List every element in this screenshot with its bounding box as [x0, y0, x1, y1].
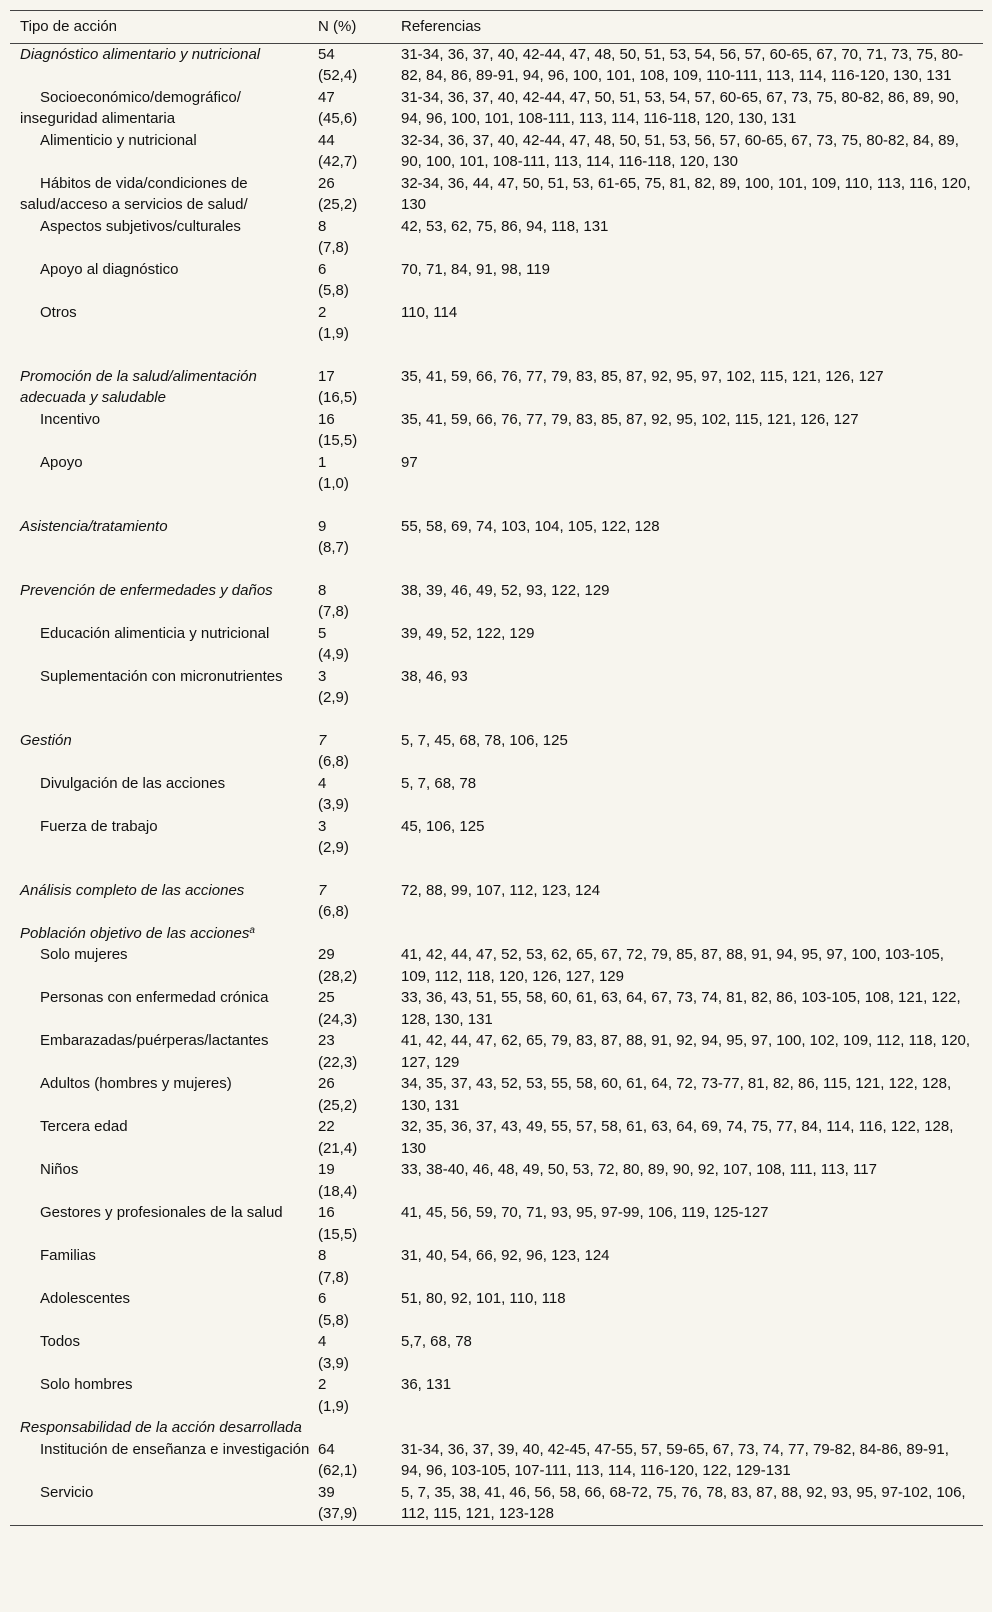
action-label: Divulgación de las acciones: [40, 774, 226, 792]
count-value: 26: [318, 1075, 335, 1092]
action-label: Hábitos de vida/condiciones de salud/acceso a servicios de salud/: [20, 174, 248, 213]
table-row: [10, 623, 983, 666]
cell-n-pct: [318, 452, 401, 495]
cell-tipo-de-accion: [10, 1439, 318, 1482]
action-label: Responsabilidad de la acción desarrollada: [20, 1419, 302, 1436]
count-value: 5: [318, 624, 327, 642]
references-text: 32-34, 36, 37, 40, 42-44, 47, 48, 50, 51, 53, 56, 57, 60-65, 67, 73, 75, 80-82, 84, 89, 90, 100, 101, 108-111, 113, 114, 116-118, 120, 130: [401, 131, 959, 170]
table-row: [10, 302, 983, 345]
table-body: [10, 43, 983, 1525]
spacer-cell: [10, 859, 983, 880]
references-text: 5,7, 68, 78: [401, 1333, 472, 1350]
cell-n-pct: [318, 1159, 401, 1202]
spacer-row: [10, 859, 983, 880]
references-text: 33, 36, 43, 51, 55, 58, 60, 61, 63, 64, 67, 73, 74, 81, 82, 86, 103-105, 108, 121, 122, 128, 130, 131: [401, 989, 961, 1028]
action-label: Asistencia/tratamiento: [20, 517, 168, 535]
cell-tipo-de-accion: [10, 1374, 318, 1417]
table-row: [10, 216, 983, 259]
cell-tipo-de-accion: [10, 516, 318, 559]
cell-n-pct: [318, 1030, 401, 1073]
cell-n-pct: [318, 1116, 401, 1159]
actions-table: [10, 11, 983, 1525]
table-row: [10, 1245, 983, 1288]
cell-n-pct: [318, 259, 401, 302]
action-label: Niños: [40, 1161, 79, 1178]
cell-tipo-de-accion: [10, 1417, 318, 1439]
action-label: Análisis completo de las acciones: [20, 881, 245, 899]
table-row: [10, 773, 983, 816]
cell-n-pct: [318, 580, 401, 623]
cell-referencias: [401, 666, 983, 709]
cell-referencias: [401, 1374, 983, 1417]
cell-n-pct: [318, 1482, 401, 1525]
action-label: Solo hombres: [40, 1376, 133, 1393]
action-label: Promoción de la salud/alimentación adecuada y saludable: [20, 367, 257, 406]
percent-value: (6,8): [318, 903, 349, 920]
count-value: 22: [318, 1118, 335, 1135]
group-row: [10, 366, 983, 409]
cell-n-pct: [318, 880, 401, 923]
references-text: 36, 131: [401, 1376, 452, 1393]
cell-n-pct: [318, 1439, 401, 1482]
cell-referencias: [401, 580, 983, 623]
data-table: [10, 10, 983, 1526]
cell-tipo-de-accion: [10, 944, 318, 987]
cell-n-pct: [318, 366, 401, 409]
cell-n-pct: [318, 516, 401, 559]
percent-value: (28,2): [318, 967, 358, 985]
count-value: 29: [318, 946, 335, 963]
references-text: 41, 45, 56, 59, 70, 71, 93, 95, 97-99, 106, 119, 125-127: [401, 1204, 769, 1221]
count-value: 7: [318, 731, 327, 749]
cell-tipo-de-accion: [10, 987, 318, 1030]
cell-n-pct: [318, 773, 401, 816]
header-tipo-de-accion: Tipo de acción: [10, 11, 318, 43]
count-value: 26: [318, 174, 335, 192]
cell-tipo-de-accion: [10, 816, 318, 859]
table-row: [10, 130, 983, 173]
table-row: [10, 1374, 983, 1417]
cell-referencias: [401, 1030, 983, 1073]
references-text: 97: [401, 453, 418, 471]
count-value: 19: [318, 1161, 335, 1178]
table-row: [10, 1030, 983, 1073]
percent-value: (6,8): [318, 753, 349, 770]
table-row: [10, 1116, 983, 1159]
action-label: Apoyo al diagnóstico: [40, 260, 179, 278]
count-value: 2: [318, 1376, 327, 1393]
percent-value: (52,4): [318, 67, 358, 84]
cell-tipo-de-accion: [10, 1288, 318, 1331]
cell-tipo-de-accion: [10, 730, 318, 773]
references-text: 72, 88, 99, 107, 112, 123, 124: [401, 881, 601, 899]
count-value: 8: [318, 581, 327, 599]
table-row: [10, 1439, 983, 1482]
table-row: [10, 409, 983, 452]
references-text: 41, 42, 44, 47, 52, 53, 62, 65, 67, 72, 79, 85, 87, 88, 91, 94, 95, 97, 100, 103-105, 109, 112, 118, 120, 126, 127, 129: [401, 946, 944, 985]
action-label: Socioeconómico/demográfico/ inseguridad alimentaria: [20, 88, 241, 127]
cell-tipo-de-accion: [10, 43, 318, 87]
percent-value: (4,9): [318, 646, 349, 663]
percent-value: (22,3): [318, 1053, 358, 1071]
count-value: 3: [318, 667, 327, 685]
count-value: 6: [318, 260, 327, 278]
spacer-cell: [10, 345, 983, 366]
references-text: 5, 7, 45, 68, 78, 106, 125: [401, 731, 568, 749]
action-label: Suplementación con micronutrientes: [40, 667, 283, 685]
cell-referencias: [401, 216, 983, 259]
action-label: Servicio: [40, 1483, 94, 1501]
cell-tipo-de-accion: [10, 773, 318, 816]
cell-referencias: [401, 1116, 983, 1159]
references-text: 51, 80, 92, 101, 110, 118: [401, 1290, 566, 1307]
count-value: 16: [318, 1204, 335, 1221]
cell-referencias: [401, 923, 983, 945]
count-value: 64: [318, 1440, 335, 1458]
table-row: [10, 816, 983, 859]
cell-referencias: [401, 1288, 983, 1331]
cell-referencias: [401, 1202, 983, 1245]
cell-n-pct: [318, 43, 401, 87]
action-label: Educación alimenticia y nutricional: [40, 624, 270, 642]
percent-value: (7,8): [318, 239, 349, 256]
cell-n-pct: [318, 1331, 401, 1374]
group-row: [10, 880, 983, 923]
count-value: 9: [318, 517, 327, 535]
cell-tipo-de-accion: [10, 409, 318, 452]
header-referencias: Referencias: [401, 11, 983, 43]
group-row: [10, 516, 983, 559]
spacer-row: [10, 345, 983, 366]
references-text: 35, 41, 59, 66, 76, 77, 79, 83, 85, 87, 92, 95, 97, 102, 115, 121, 126, 127: [401, 367, 884, 385]
references-text: 34, 35, 37, 43, 52, 53, 55, 58, 60, 61, 64, 72, 73-77, 81, 82, 86, 115, 121, 122, 128, 130, 131: [401, 1075, 952, 1114]
action-label: Prevención de enfermedades y daños: [20, 581, 273, 599]
percent-value: (1,9): [318, 1397, 349, 1415]
action-label: Diagnóstico alimentario y nutricional: [20, 45, 261, 63]
table-row: [10, 452, 983, 495]
action-label: Familias: [40, 1247, 96, 1264]
cell-tipo-de-accion: [10, 173, 318, 216]
action-label: Fuerza de trabajo: [40, 817, 158, 835]
cell-referencias: [401, 1417, 983, 1439]
percent-value: (1,0): [318, 475, 349, 492]
header-n-pct: N (%): [318, 11, 401, 43]
count-value: 44: [318, 131, 335, 149]
cell-referencias: [401, 816, 983, 859]
table-row: [10, 1331, 983, 1374]
cell-tipo-de-accion: [10, 1482, 318, 1525]
percent-value: (15,5): [318, 1225, 358, 1243]
percent-value: (42,7): [318, 153, 358, 170]
count-value: 25: [318, 989, 335, 1006]
percent-value: (25,2): [318, 196, 358, 213]
cell-referencias: [401, 302, 983, 345]
percent-value: (16,5): [318, 389, 358, 406]
spacer-row: [10, 495, 983, 516]
cell-n-pct: [318, 216, 401, 259]
group-row: [10, 730, 983, 773]
cell-tipo-de-accion: [10, 366, 318, 409]
cell-n-pct: [318, 87, 401, 130]
percent-value: (45,6): [318, 110, 358, 127]
percent-value: (62,1): [318, 1462, 358, 1479]
count-value: 1: [318, 453, 327, 471]
percent-value: (3,9): [318, 796, 349, 813]
references-text: 31-34, 36, 37, 40, 42-44, 47, 50, 51, 53, 54, 57, 60-65, 67, 73, 75, 80-82, 86, 89, 90, 94, 96, 100, 101, 108-111, 113, 114, 116-118, 120, 130, 131: [401, 88, 959, 127]
cell-referencias: [401, 1073, 983, 1116]
cell-tipo-de-accion: [10, 87, 318, 130]
percent-value: (21,4): [318, 1139, 358, 1157]
percent-value: (5,8): [318, 282, 349, 299]
cell-n-pct: [318, 816, 401, 859]
percent-value: (3,9): [318, 1354, 349, 1372]
references-text: 31, 40, 54, 66, 92, 96, 123, 124: [401, 1247, 610, 1264]
table-row: [10, 259, 983, 302]
cell-referencias: [401, 173, 983, 216]
percent-value: (7,8): [318, 1268, 349, 1286]
references-text: 5, 7, 68, 78: [401, 774, 477, 792]
action-label: Personas con enfermedad crónica: [40, 989, 269, 1006]
cell-tipo-de-accion: [10, 580, 318, 623]
cell-referencias: [401, 87, 983, 130]
table-row: [10, 944, 983, 987]
count-value: 16: [318, 410, 335, 428]
percent-value: (2,9): [318, 689, 349, 706]
count-value: 8: [318, 1247, 327, 1264]
references-text: 110, 114: [401, 303, 458, 321]
spacer-row: [10, 559, 983, 580]
cell-tipo-de-accion: [10, 130, 318, 173]
cell-referencias: [401, 1245, 983, 1288]
cell-n-pct: [318, 1374, 401, 1417]
spacer-cell: [10, 559, 983, 580]
count-value: 4: [318, 774, 327, 792]
spacer-cell: [10, 495, 983, 516]
spacer-cell: [10, 709, 983, 730]
cell-n-pct: [318, 302, 401, 345]
references-text: 45, 106, 125: [401, 817, 485, 835]
group-row: [10, 580, 983, 623]
cell-referencias: [401, 730, 983, 773]
cell-n-pct: [318, 1245, 401, 1288]
count-value: 4: [318, 1333, 327, 1350]
cell-referencias: [401, 259, 983, 302]
count-value: 47: [318, 88, 335, 106]
percent-value: (25,2): [318, 1096, 358, 1114]
action-label: Incentivo: [40, 410, 101, 428]
cell-referencias: [401, 623, 983, 666]
action-label: Otros: [40, 303, 77, 321]
references-text: 32-34, 36, 44, 47, 50, 51, 53, 61-65, 75, 81, 82, 89, 100, 101, 109, 110, 113, 116, 120, 130: [401, 174, 971, 213]
cell-tipo-de-accion: [10, 216, 318, 259]
cell-referencias: [401, 366, 983, 409]
references-text: 31-34, 36, 37, 40, 42-44, 47, 48, 50, 51, 53, 54, 56, 57, 60-65, 67, 70, 71, 73, 75, 80-82, 84, 86, 89-91, 94, 96, 100, 101, 108, 109, 110-111, 113, 114, 116-120, 130, 131: [401, 45, 964, 84]
percent-value: (7,8): [318, 603, 349, 620]
cell-tipo-de-accion: [10, 1073, 318, 1116]
cell-referencias: [401, 130, 983, 173]
spacer-row: [10, 709, 983, 730]
percent-value: (24,3): [318, 1010, 358, 1028]
action-label: Embarazadas/puérperas/lactantes: [40, 1032, 269, 1049]
cell-n-pct: [318, 1288, 401, 1331]
table-row: [10, 1073, 983, 1116]
cell-referencias: [401, 1439, 983, 1482]
action-label: Solo mujeres: [40, 946, 128, 963]
cell-n-pct: [318, 1417, 401, 1439]
references-text: 70, 71, 84, 91, 98, 119: [401, 260, 551, 278]
group-row: [10, 923, 983, 945]
count-value: 23: [318, 1032, 335, 1049]
cell-referencias: [401, 1482, 983, 1525]
cell-tipo-de-accion: [10, 1159, 318, 1202]
cell-referencias: [401, 987, 983, 1030]
cell-tipo-de-accion: [10, 623, 318, 666]
cell-n-pct: [318, 987, 401, 1030]
references-text: 31-34, 36, 37, 39, 40, 42-45, 47-55, 57, 59-65, 67, 73, 74, 77, 79-82, 84-86, 89-91, 94, 96, 103-105, 107-111, 113, 114, 116-120, 122, 129-131: [401, 1440, 949, 1479]
percent-value: (15,5): [318, 432, 358, 449]
table-row: [10, 1482, 983, 1525]
references-text: 55, 58, 69, 74, 103, 104, 105, 122, 128: [401, 517, 660, 535]
cell-tipo-de-accion: [10, 259, 318, 302]
percent-value: (5,8): [318, 1311, 349, 1329]
references-text: 41, 42, 44, 47, 62, 65, 79, 83, 87, 88, 91, 92, 94, 95, 97, 100, 102, 109, 112, 118, 120, 127, 129: [401, 1032, 971, 1071]
cell-referencias: [401, 880, 983, 923]
cell-referencias: [401, 1159, 983, 1202]
table-row: [10, 1202, 983, 1245]
cell-n-pct: [318, 130, 401, 173]
action-label: Todos: [40, 1333, 81, 1350]
table-row: [10, 87, 983, 130]
references-text: 33, 38-40, 46, 48, 49, 50, 53, 72, 80, 89, 90, 92, 107, 108, 111, 113, 117: [401, 1161, 877, 1178]
table-row: [10, 1288, 983, 1331]
cell-n-pct: [318, 1202, 401, 1245]
count-value: 3: [318, 817, 327, 835]
percent-value: (2,9): [318, 839, 349, 856]
cell-referencias: [401, 43, 983, 87]
cell-referencias: [401, 773, 983, 816]
action-label: Tercera edad: [40, 1118, 128, 1135]
cell-tipo-de-accion: [10, 923, 318, 945]
cell-referencias: [401, 452, 983, 495]
count-value: 8: [318, 217, 327, 235]
group-row: [10, 43, 983, 87]
cell-tipo-de-accion: [10, 1202, 318, 1245]
cell-tipo-de-accion: [10, 452, 318, 495]
percent-value: (1,9): [318, 325, 349, 342]
references-text: 35, 41, 59, 66, 76, 77, 79, 83, 85, 87, 92, 95, 102, 115, 121, 126, 127: [401, 410, 859, 428]
action-label: Adultos (hombres y mujeres): [40, 1075, 232, 1092]
count-value: 6: [318, 1290, 327, 1307]
action-label: Alimenticio y nutricional: [40, 131, 197, 149]
action-label: Gestión: [20, 731, 72, 749]
table-header: [10, 11, 983, 43]
cell-tipo-de-accion: [10, 1245, 318, 1288]
references-text: 38, 39, 46, 49, 52, 93, 122, 129: [401, 581, 610, 599]
cell-referencias: [401, 409, 983, 452]
cell-referencias: [401, 944, 983, 987]
references-text: 32, 35, 36, 37, 43, 49, 55, 57, 58, 61, 63, 64, 69, 74, 75, 77, 84, 114, 116, 122, 128, 130: [401, 1118, 954, 1157]
cell-n-pct: [318, 923, 401, 945]
cell-n-pct: [318, 623, 401, 666]
cell-n-pct: [318, 1073, 401, 1116]
cell-tipo-de-accion: [10, 302, 318, 345]
percent-value: (18,4): [318, 1182, 358, 1200]
percent-value: (8,7): [318, 539, 349, 556]
group-row: [10, 1417, 983, 1439]
cell-n-pct: [318, 944, 401, 987]
cell-tipo-de-accion: [10, 880, 318, 923]
action-label: Institución de enseñanza e investigación: [40, 1440, 310, 1458]
percent-value: (37,9): [318, 1505, 358, 1522]
cell-n-pct: [318, 666, 401, 709]
references-text: 42, 53, 62, 75, 86, 94, 118, 131: [401, 217, 609, 235]
cell-referencias: [401, 1331, 983, 1374]
table-row: [10, 987, 983, 1030]
cell-tipo-de-accion: [10, 1116, 318, 1159]
cell-tipo-de-accion: [10, 666, 318, 709]
cell-referencias: [401, 516, 983, 559]
action-label: Adolescentes: [40, 1290, 131, 1307]
references-text: 38, 46, 93: [401, 667, 468, 685]
references-text: 5, 7, 35, 38, 41, 46, 56, 58, 66, 68-72, 75, 76, 78, 83, 87, 88, 92, 93, 95, 97-102, 106, 112, 115, 121, 123-128: [401, 1483, 966, 1522]
cell-n-pct: [318, 173, 401, 216]
action-label: Población objetivo de las acciones: [20, 924, 250, 942]
table-row: [10, 1159, 983, 1202]
cell-tipo-de-accion: [10, 1331, 318, 1374]
count-value: 39: [318, 1483, 335, 1501]
table-row: [10, 666, 983, 709]
references-text: 39, 49, 52, 122, 129: [401, 624, 535, 642]
count-value: 7: [318, 881, 327, 899]
cell-tipo-de-accion: [10, 1030, 318, 1073]
action-label: Aspectos subjetivos/culturales: [40, 217, 241, 235]
action-label: Gestores y profesionales de la salud: [40, 1204, 283, 1221]
count-value: 2: [318, 303, 327, 321]
action-label: Apoyo: [40, 453, 83, 471]
count-value: 54: [318, 45, 335, 63]
cell-n-pct: [318, 409, 401, 452]
cell-n-pct: [318, 730, 401, 773]
count-value: 17: [318, 367, 335, 385]
footnote-marker: a: [249, 924, 255, 936]
table-row: [10, 173, 983, 216]
